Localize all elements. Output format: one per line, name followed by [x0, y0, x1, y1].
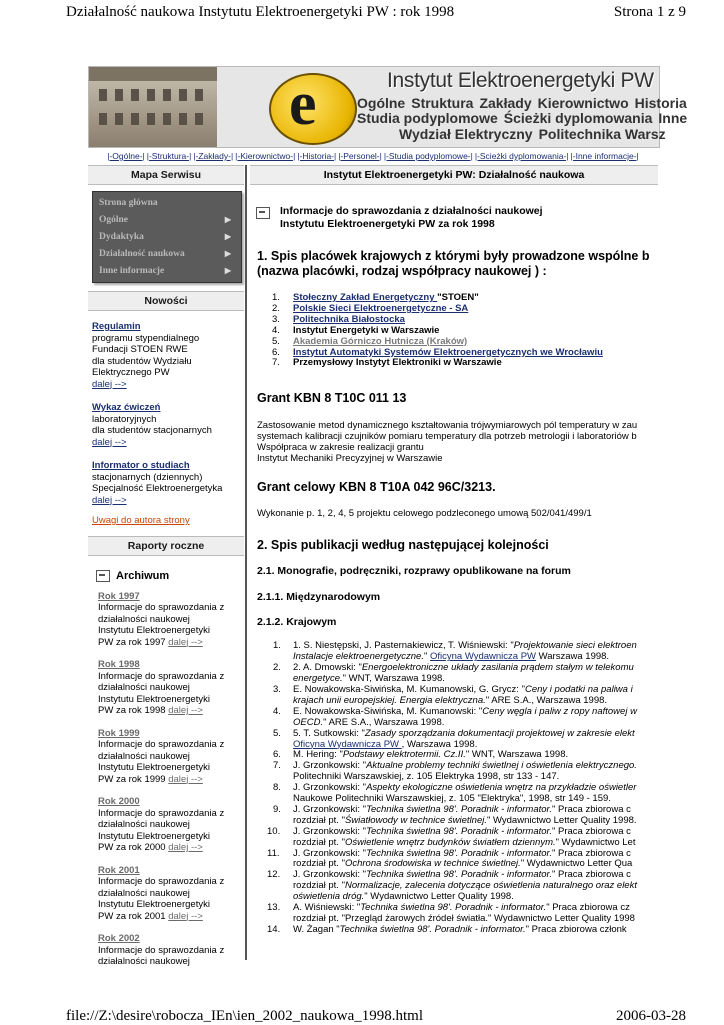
pub-text: " Praca zbiorowa członk: [525, 923, 627, 935]
publication-item: [250, 903, 658, 925]
banner-nav-row2: [357, 110, 693, 126]
banner-nav-item[interactable]: Wydział Elektryczny: [399, 126, 533, 142]
pub-title: Technika świetlna 98'. Poradnik - informator.: [366, 825, 552, 837]
pub-text: Warszawa 1998.: [536, 651, 610, 663]
list-number: 10.: [267, 825, 281, 837]
site-map-item-label: Strona główna: [99, 198, 158, 208]
site-banner: [88, 66, 688, 148]
archive-text: Informacje do sprawozdania z: [98, 602, 225, 613]
archive-text: PW za rok 2000: [98, 842, 166, 853]
institution-name[interactable]: Instytut Automatyki Systemów Elektroenergetycznych we Wrocławiu: [293, 346, 603, 358]
archive-list: [88, 591, 244, 968]
list-number: 1.: [272, 292, 280, 303]
list-number: 4.: [273, 705, 281, 717]
archive-year-link[interactable]: Rok 2000: [98, 796, 140, 807]
pub-text: J. Grzonkowski: ": [293, 760, 367, 772]
news-text: programu stypendialnego: [92, 332, 200, 344]
pub-text: 5. T. Sutkowski: ": [293, 727, 365, 739]
banner-nav-item[interactable]: Ścieżki dyplomowania: [503, 110, 653, 126]
banner-nav-item[interactable]: Inne: [658, 110, 688, 126]
site-map-item[interactable]: [99, 232, 235, 242]
archive-text: Instytutu Elektroenergetyki: [98, 762, 210, 773]
section212-title: 2.1.2. Krajowym: [257, 616, 337, 629]
banner-nav-item[interactable]: Zakłady: [479, 95, 532, 111]
site-map-item-label: Ogólne: [99, 215, 129, 225]
list-number: 4.: [272, 324, 280, 336]
pub-text: Naukowe Politechniki Warszawskiej, z. 105 "Elektryka", 1998, str 149 - 159.: [293, 793, 611, 805]
news-item: [92, 460, 244, 506]
pub-text: J. Grzonkowski: ": [293, 782, 367, 794]
list-number: 1.: [273, 640, 281, 652]
list-number: 9.: [273, 803, 281, 815]
pub-text: " Praca zbiorowa c: [552, 825, 631, 837]
archive-text: PW za rok 2001: [98, 910, 166, 922]
archive-item: [98, 865, 244, 923]
grant2-text: Wykonanie p. 1, 2, 4, 5 projektu celowego podzleconego umową 502/041/499/1: [257, 508, 592, 520]
print-footer-date: 2006-03-28: [616, 1008, 686, 1024]
news-item: [92, 321, 244, 390]
author-note-link[interactable]: Uwagi do autora strony: [92, 515, 190, 526]
pub-title: krajach unii europejskiej. Energia elektryczna.: [293, 694, 486, 706]
news-text: Specjalność Elektroenergetyka: [92, 483, 223, 494]
pub-title: Ceny i podatki na paliwa i: [524, 683, 633, 695]
archive-text: PW za rok 1997: [98, 636, 166, 648]
institution-name[interactable]: Stołeczny Zakład Energetyczny: [293, 292, 438, 303]
archive-text: Informacje do sprawozdania z: [98, 944, 225, 956]
section211-title: 2.1.1. Międzynarodowym: [257, 591, 381, 604]
pub-title: oświetlenia dróg.: [293, 891, 365, 903]
pub-text: 1. S. Niestępski, J. Pasternakiewicz, T. Wiśniewski: ": [293, 640, 514, 652]
pub-text: A. Wiśniewski: ": [293, 902, 361, 914]
pub-title: Podstawy elektrotermii. Cz.II.: [342, 749, 466, 761]
news-item: [92, 402, 244, 448]
top-nav: [88, 151, 658, 161]
top-nav-link[interactable]: |-Struktura-|: [146, 151, 192, 161]
site-map-item-label: Inne informacje: [99, 266, 165, 276]
top-nav-link[interactable]: |-Historia-|: [297, 151, 337, 161]
list-number: 5.: [272, 335, 280, 347]
news-text: stacjonarnych (dziennych): [92, 471, 203, 483]
top-nav-link[interactable]: |-Kierownictwo-|: [235, 151, 296, 161]
institution-name[interactable]: Polskie Sieci Elektroenergetyczne - SA: [293, 302, 469, 314]
top-nav-link[interactable]: |-Studia podyplomowe-|: [383, 151, 473, 161]
pub-title: Oświetlenie wnętrz budynków światłem dziennym.: [344, 836, 556, 848]
print-footer-path: file://Z:\desire\robocza_IEn\ien_2002_naukowa_1998.html: [66, 1008, 423, 1024]
archive-text: Informacje do sprawozdania z: [98, 807, 225, 819]
list-number: 11.: [267, 847, 280, 859]
pub-text: " Praca zbiorowa cz: [546, 902, 630, 914]
pub-title: Światłowody w technice świetlnej.: [344, 814, 487, 826]
section21-title: 2.1. Monografie, podręczniki, rozprawy opublikowane na forum: [257, 565, 571, 578]
pub-text: E. Nowakowska-Siwińska, M. Kumanowski: ": [293, 705, 483, 717]
archive-more-link[interactable]: dalej -->: [168, 636, 203, 648]
banner-nav-item[interactable]: Ogólne: [357, 95, 406, 111]
pub-title: Energoelektroniczne układy zasilania prądem stałym w telekomu: [361, 662, 634, 674]
grant1-text: [257, 420, 658, 464]
pub-title: Ceny węgla i paliw z ropy naftowej w: [482, 705, 637, 717]
news-title-link[interactable]: Informator o studiach: [92, 460, 190, 471]
institution-name[interactable]: Politechnika Białostocka: [293, 313, 405, 325]
pub-title: energetyce.: [293, 673, 343, 685]
publication-item: [250, 925, 658, 936]
institution-name: Instytut Energetyki w Warszawie: [293, 324, 440, 336]
news-more-link[interactable]: dalej -->: [92, 436, 127, 448]
pub-text: " Wydawnictwo Letter Quality 1998.: [364, 891, 514, 903]
section2-title: 2. Spis publikacji według następującej kolejności: [257, 538, 549, 553]
news-text: laboratoryjnych: [92, 413, 157, 425]
pub-text: J. Grzonkowski: ": [293, 869, 367, 881]
archive-text: działalności naukowej: [98, 819, 190, 830]
pub-title: Technika świetlna 98'. Poradnik - informator.: [366, 847, 552, 859]
list-number: 7.: [273, 760, 281, 772]
pub-text: " Praca zbiorowa c: [552, 803, 631, 815]
pub-title: Technika świetlna 98'. Poradnik - informator.: [360, 902, 547, 914]
arrow-box-icon: [256, 207, 270, 219]
site-map-item-label: Działalność naukowa: [99, 249, 185, 259]
list-number: 3.: [272, 313, 280, 325]
top-nav-link[interactable]: |-Personel-|: [338, 151, 382, 161]
list-number: 12.: [267, 869, 281, 881]
publication-item: [250, 849, 658, 871]
archiwum-header: Archiwum: [96, 570, 244, 582]
archive-text: Informacje do sprawozdania z: [98, 670, 225, 682]
arrow-box-icon: [96, 570, 110, 582]
site-map-item[interactable]: [99, 215, 235, 225]
pub-text: " ARE S.A., Warszawa 1998.: [323, 716, 445, 728]
institution-item: [250, 358, 658, 369]
publication-item: [250, 685, 658, 707]
grant1-title: Grant KBN 8 T10C 011 13: [257, 391, 407, 406]
pub-text: ": [423, 651, 430, 663]
publisher-link[interactable]: Oficyna Wydawnicza PW: [429, 651, 537, 663]
pub-title: Ochrona środowiska w technice świetlnej.: [344, 858, 521, 870]
banner-nav-item[interactable]: Kierownictwo: [537, 95, 629, 111]
list-number: 3.: [273, 683, 281, 695]
pub-text: " WNT, Warszawa 1998.: [465, 749, 569, 761]
archive-item: [98, 728, 244, 786]
sidebar: [88, 165, 244, 968]
archive-text: Informacje do sprawozdania z: [98, 739, 225, 750]
pub-text: " Wydawnictwo Letter Quality 1998.: [487, 814, 637, 826]
pub-title: Projektowanie sieci elektroen: [513, 640, 637, 652]
institution-name: Przemysłowy Instytyt Elektroniki w Warszawie: [293, 357, 502, 369]
banner-nav-item[interactable]: Politechnika Warsz: [538, 126, 666, 142]
archive-more-link[interactable]: dalej -->: [168, 910, 203, 922]
archive-year-link[interactable]: Rok 1998: [98, 659, 140, 670]
section1-title: 1. Spis placówek krajowych z którymi były prowadzone wspólne b (nazwa placówki, rodzaj współpracy naukowej ) :: [257, 249, 650, 278]
grant1-line: Zastosowanie metod dynamicznego kształtowania trójwymiarowych pól temperatury w zau: [257, 420, 638, 432]
site-map-item[interactable]: [99, 266, 235, 276]
news-title-link[interactable]: Wykaz ćwiczeń: [92, 402, 161, 413]
list-number: 6.: [273, 749, 281, 761]
pub-text: Politechniki Warszawskiej, z. 105 Elektryka 1998, str 133 - 147.: [293, 771, 560, 783]
pub-title: Aktualne problemy techniki świetlnej i oświetlenia elektrycznego.: [366, 760, 637, 772]
banner-nav-row1: [357, 95, 693, 111]
archive-item: [98, 659, 244, 717]
pub-title: Technika świetlna 98'. Poradnik - informator.: [366, 803, 552, 815]
grant1-line: Instytut Mechaniki Precyzyjnej w Warszawie: [257, 453, 443, 465]
triangle-right-icon: ▶: [224, 232, 231, 241]
archive-text: Instytutu Elektroenergetyki: [98, 693, 210, 705]
institution-name[interactable]: Akademia Górniczo Hutnicza (Kraków): [293, 335, 468, 347]
grant2-title: Grant celowy KBN 8 T10A 042 96C/3213.: [257, 480, 496, 495]
banner-nav-row3: [399, 126, 672, 142]
site-map-item-label: Dydaktyka: [99, 232, 144, 242]
banner-title: Instytut Elektroenergetyki PW: [387, 69, 654, 92]
pub-text: " Wydawnictwo Letter Qua: [520, 858, 633, 870]
publication-item: [250, 805, 658, 827]
publication-item: [250, 663, 658, 685]
pub-title: OECD.: [293, 716, 324, 728]
archive-text: Informacje do sprawozdania z: [98, 876, 225, 887]
list-number: 7.: [272, 357, 280, 369]
logo-icon[interactable]: e: [269, 73, 357, 145]
pub-text: J. Grzonkowski: ": [293, 825, 367, 837]
pub-text: " Wydawnictwo Let: [555, 836, 636, 848]
pub-title: Aspekty ekologiczne oświetlenia wnętrz na przykładzie oświetler: [366, 782, 637, 794]
publications-list: [250, 641, 658, 935]
list-number: 8.: [273, 782, 281, 794]
pub-title: Technika świetlna 98'. Poradnik - informator.: [366, 869, 552, 881]
publication-item: [250, 761, 658, 783]
grant1-line: Współpraca w zakresie realizacji grantu: [257, 442, 424, 454]
triangle-right-icon: ▶: [224, 266, 231, 275]
publication-item: [250, 729, 658, 751]
archive-year-link[interactable]: Rok 1997: [98, 590, 140, 602]
news-more-link[interactable]: dalej -->: [92, 494, 127, 506]
list-number: 14.: [267, 923, 281, 935]
pub-text: rozdział pt. ": [293, 858, 345, 870]
site-map-menu: [92, 191, 242, 283]
archive-year-link[interactable]: Rok 1999: [98, 727, 140, 739]
pub-text: E. Nowakowska-Siwińska, M. Kumanowski, G. Grycz: ": [293, 683, 525, 695]
pub-text: rozdział pt. "Przegląd żarowych źródeł światła." Wydawnictwo Letter Quality 1998: [293, 913, 635, 924]
institution-suffix: "STOEN": [437, 292, 479, 303]
top-nav-link[interactable]: |-Zakłady-|: [193, 151, 234, 161]
pub-title: Normalizacje, zalecenia dotyczące oświetlenia naturalnego oraz elekt: [344, 880, 637, 892]
pub-text: W. Żagan ": [293, 923, 340, 935]
archive-text: PW za rok 1998: [98, 705, 166, 716]
archive-year-link[interactable]: Rok 2002: [98, 933, 140, 944]
archive-last-line: [98, 705, 244, 717]
pub-text: " ARE S.A., Warszawa 1998.: [485, 694, 608, 706]
publication-item: [250, 641, 658, 663]
archive-last-line: [98, 637, 244, 649]
archive-last-line: [98, 842, 244, 854]
building-photo: [89, 67, 217, 147]
archive-last-line: [98, 911, 244, 923]
pub-text: " WNT, Warszawa 1998.: [342, 673, 445, 685]
archive-text: działalności naukowej: [98, 682, 190, 693]
nowosci-header: Nowości: [88, 291, 244, 311]
archive-year-link[interactable]: Rok 2001: [98, 864, 140, 876]
archive-item: [98, 796, 244, 854]
publication-item: [250, 870, 658, 903]
pub-text: rozdział pt. ": [293, 880, 345, 892]
triangle-right-icon: ▶: [224, 215, 231, 224]
archive-last-line: [98, 774, 244, 786]
main-header: Instytut Elektroenergetyki PW: Działalność naukowa: [250, 165, 658, 185]
list-number: 2.: [272, 302, 280, 314]
archive-text: działalności naukowej: [98, 750, 190, 762]
archive-text: działalności naukowej: [98, 956, 190, 967]
intro-heading: Informacje do sprawozdania z działalności naukowej Instytutu Elektroenergetyki PW za rok 1998: [256, 205, 658, 231]
pub-title: Instalacje elektroenergetyczne.: [293, 651, 424, 663]
archive-text: działalności naukowej: [98, 887, 190, 899]
pub-title: Zasady sporządzania dokumentacji projektowej w zakresie elekt: [364, 727, 635, 739]
publication-item: [250, 707, 658, 729]
mapa-serwisu-header: Mapa Serwisu: [88, 165, 244, 185]
triangle-right-icon: ▶: [224, 249, 231, 258]
news-text: Fundacji STOEN RWE: [92, 344, 188, 355]
pub-text: rozdział pt. ": [293, 836, 345, 848]
site-map-item[interactable]: [99, 249, 235, 259]
main-content: [250, 165, 658, 936]
archive-item: [98, 591, 244, 649]
news-title-link[interactable]: Regulamin: [92, 321, 141, 332]
institutions-list: [250, 293, 658, 369]
pub-text: " Praca zbiorowa c: [552, 869, 631, 881]
column-divider: [245, 165, 247, 960]
pub-text: J. Grzonkowski: ": [293, 847, 367, 859]
pub-text: 2. A. Dmowski: ": [293, 662, 362, 674]
banner-nav-item[interactable]: Studia podyplomowe: [357, 110, 498, 126]
pub-text: rozdział pt. ": [293, 814, 345, 826]
print-header-title: Działalność naukowa Instytutu Elektroenergetyki PW : rok 1998: [66, 4, 455, 20]
publisher-link[interactable]: Oficyna Wydawnicza PW: [293, 738, 402, 750]
raporty-header: Raporty roczne: [88, 536, 244, 556]
grant1-line: systemach kalibracji czujników pomiaru temperatury dla potrzeb metrologii i laboratoriów b: [257, 431, 637, 443]
list-number: 13.: [267, 902, 281, 914]
publication-item: [250, 827, 658, 849]
news-list: [88, 321, 244, 506]
archive-text: Instytutu Elektroenergetyki: [98, 830, 210, 842]
archive-text: działalności naukowej: [98, 613, 190, 625]
archive-item: [98, 933, 244, 968]
pub-title: Technika świetlna 98'. Poradnik - informator.: [339, 923, 526, 935]
archive-text: PW za rok 1999: [98, 773, 166, 785]
top-nav-link[interactable]: |-Inne informacje-|: [570, 151, 639, 161]
pub-text: , Warszawa 1998.: [401, 738, 478, 750]
banner-nav-item[interactable]: Struktura: [411, 95, 474, 111]
archive-more-link[interactable]: dalej -->: [168, 773, 203, 785]
archive-more-link[interactable]: dalej -->: [168, 842, 203, 853]
print-header-page: Strona 1 z 9: [613, 4, 686, 20]
list-number: 5.: [273, 727, 281, 739]
banner-nav-item[interactable]: Historia: [634, 95, 687, 111]
pub-text: " Praca zbiorowa c: [552, 847, 631, 859]
top-nav-link[interactable]: |-Scieżki dyplomowania-|: [474, 151, 569, 161]
news-text: dla studentów Wydziału: [92, 355, 192, 367]
pub-text: M. Hering: ": [293, 749, 343, 761]
pub-text: J. Grzonkowski: ": [293, 803, 367, 815]
news-more-link[interactable]: dalej -->: [92, 378, 127, 390]
publication-item: [250, 783, 658, 805]
site-map-item[interactable]: [99, 198, 235, 208]
news-text: dla studentów stacjonarnych: [92, 425, 212, 436]
archive-text: Instytutu Elektroenergetyki: [98, 625, 210, 636]
list-number: 2.: [273, 662, 281, 674]
news-text: Elektrycznego PW: [92, 367, 170, 378]
top-nav-link[interactable]: |-Ogólne-|: [107, 151, 145, 161]
list-number: 6.: [272, 346, 280, 358]
archive-text: Instytutu Elektroenergetyki: [98, 899, 210, 910]
archive-more-link[interactable]: dalej -->: [168, 705, 203, 716]
